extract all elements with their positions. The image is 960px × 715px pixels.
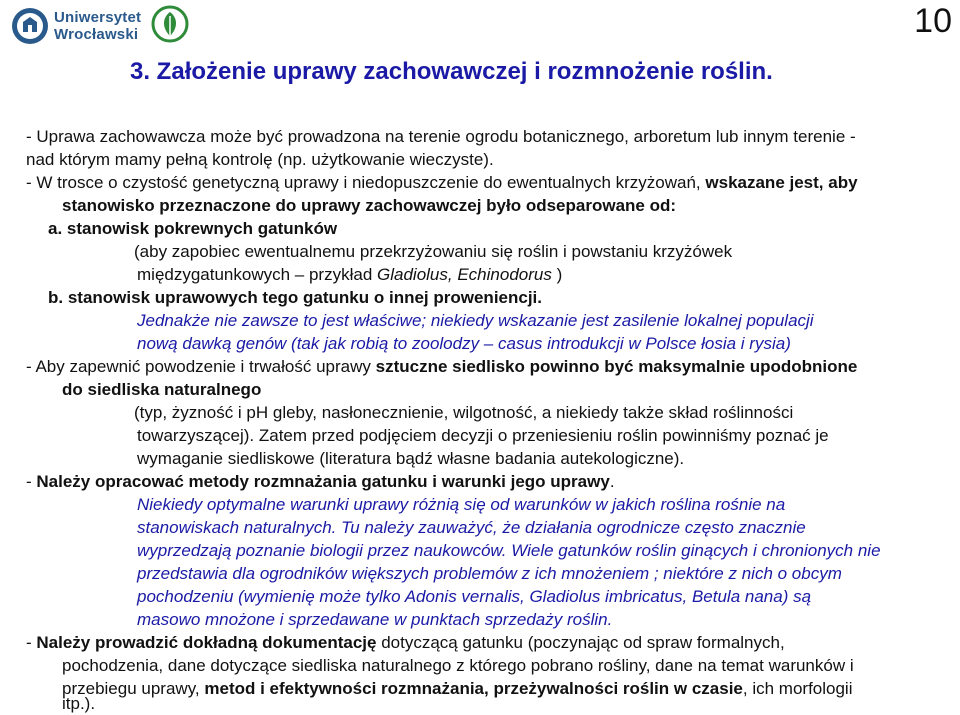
paragraph-3-line-3: (typ, żyzność i pH gleby, nasłonecznienie, wilgotność, a niekiedy także skład roślinności (134, 403, 794, 422)
logo-text-line1: Uniwersytet (54, 9, 142, 26)
p4-end: . (609, 472, 615, 491)
p3-bold-text: sztuczne siedlisko powinno być maksymalnie upodobnione (375, 357, 858, 376)
p4-dash: - (26, 472, 37, 491)
paragraph-4-line-1 (26, 472, 615, 492)
botanic-garden-logo (151, 4, 189, 44)
point-a-end: ) (551, 265, 563, 284)
p5c-bold: metod i efektywności rozmnażania, przeżywalności roślin w czasie (204, 679, 743, 698)
point-a-italic: Gladiolus, Echinodorus (377, 265, 552, 284)
p5-bold-text: Należy prowadzić dokładną dokumentację (36, 633, 377, 652)
p2-bold-text: wskazane jest, aby (705, 173, 858, 192)
italic-para-line-1: Niekiedy optymalne warunki uprawy różnią się od warunków w jakich roślina rośnie na (137, 495, 786, 514)
point-a-heading: a. stanowisk pokrewnych gatunków (48, 219, 338, 238)
paragraph-5-line-1 (26, 633, 785, 653)
logo-text-line2: Wrocławski (54, 26, 139, 43)
university-logo (10, 6, 142, 46)
paragraph-1-line-1: - Uprawa zachowawcza może być prowadzona na terenie ogrodu botanicznego, arboretum lub innym terenie - (26, 127, 856, 146)
university-emblem-icon (10, 6, 50, 46)
point-b-heading: b. stanowisk uprawowych tego gatunku o innej proweniencji. (48, 288, 543, 307)
paragraph-3-line-4: towarzyszącej). Zatem przed podjęciem decyzji o przeniesieniu roślin powinniśmy poznać je (137, 426, 829, 445)
paragraph-3-line-2: do siedliska naturalnego (62, 380, 262, 399)
page-number: 10 (914, 2, 952, 40)
p5-normal-text: dotyczącą gatunku (poczynając od spraw formalnych, (376, 633, 785, 652)
paragraph-5-line-4: itp.). (62, 694, 96, 713)
italic-para-line-3: wyprzedzają poznanie biologii przez naukowców. Wiele gatunków roślin ginących i chronionych nie (137, 541, 881, 560)
garden-leaf-icon (151, 4, 189, 44)
italic-note-line-2: nową dawką genów (tak jak robią to zoolodzy – casus introdukcji w Polsce łosia i rysia) (137, 334, 791, 353)
point-a-line-1: (aby zapobiec ewentualnemu przekrzyżowaniu się roślin i powstaniu krzyżówek (134, 242, 733, 261)
point-a-normal: międzygatunkowych – przykład (137, 265, 378, 284)
paragraph-3-line-5: wymaganie siedliskowe (literatura bądź własne badania autekologiczne). (137, 449, 685, 468)
italic-note-line-1: Jednakże nie zawsze to jest właściwe; niekiedy wskazanie jest zasilenie lokalnej populacji (137, 311, 814, 330)
p5-dash: - (26, 633, 37, 652)
italic-para-line-6: masowo mnożone i sprzedawane w punktach sprzedaży roślin. (137, 610, 613, 629)
paragraph-2-line-1 (26, 173, 858, 193)
p3-normal-text: - Aby zapewnić powodzenie i trwałość uprawy (26, 357, 376, 376)
paragraph-2-line-2: stanowisko przeznaczone do uprawy zachowawczej było odseparowane od: (62, 196, 677, 215)
paragraph-3-line-1 (26, 357, 857, 377)
p4-bold-text: Należy opracować metody rozmnażania gatunku i warunki jego uprawy (36, 472, 610, 491)
paragraph-1-line-2: nad którym mamy pełną kontrolę (np. użytkowanie wieczyste). (26, 150, 494, 169)
paragraph-5-line-2: pochodzenia, dane dotyczące siedliska naturalnego z którego pobrano rośliny, dane na temat warunków i (62, 656, 854, 675)
point-a-line-2 (137, 265, 562, 285)
italic-para-line-4: przedstawia dla ogrodników większych problemów z ich mnożeniem ; niektóre z nich o obcym (137, 564, 842, 583)
p2-normal-text: - W trosce o czystość genetyczną uprawy i niedopuszczenie do ewentualnych krzyżowań, (26, 173, 706, 192)
p5c-end: , ich morfologii (742, 679, 853, 698)
paragraph-5-line-3 (62, 679, 853, 699)
p5c-normal: przebiegu uprawy, (62, 679, 205, 698)
italic-para-line-2: stanowiskach naturalnych. Tu należy zauważyć, że działania ogrodnicze często znacznie (137, 518, 806, 537)
slide-title: 3. Założenie uprawy zachowawczej i rozmnożenie roślin. (130, 58, 773, 85)
italic-para-line-5: pochodzeniu (wymienię może tylko Adonis vernalis, Gladiolus imbricatus, Betula nana) są (137, 587, 812, 606)
